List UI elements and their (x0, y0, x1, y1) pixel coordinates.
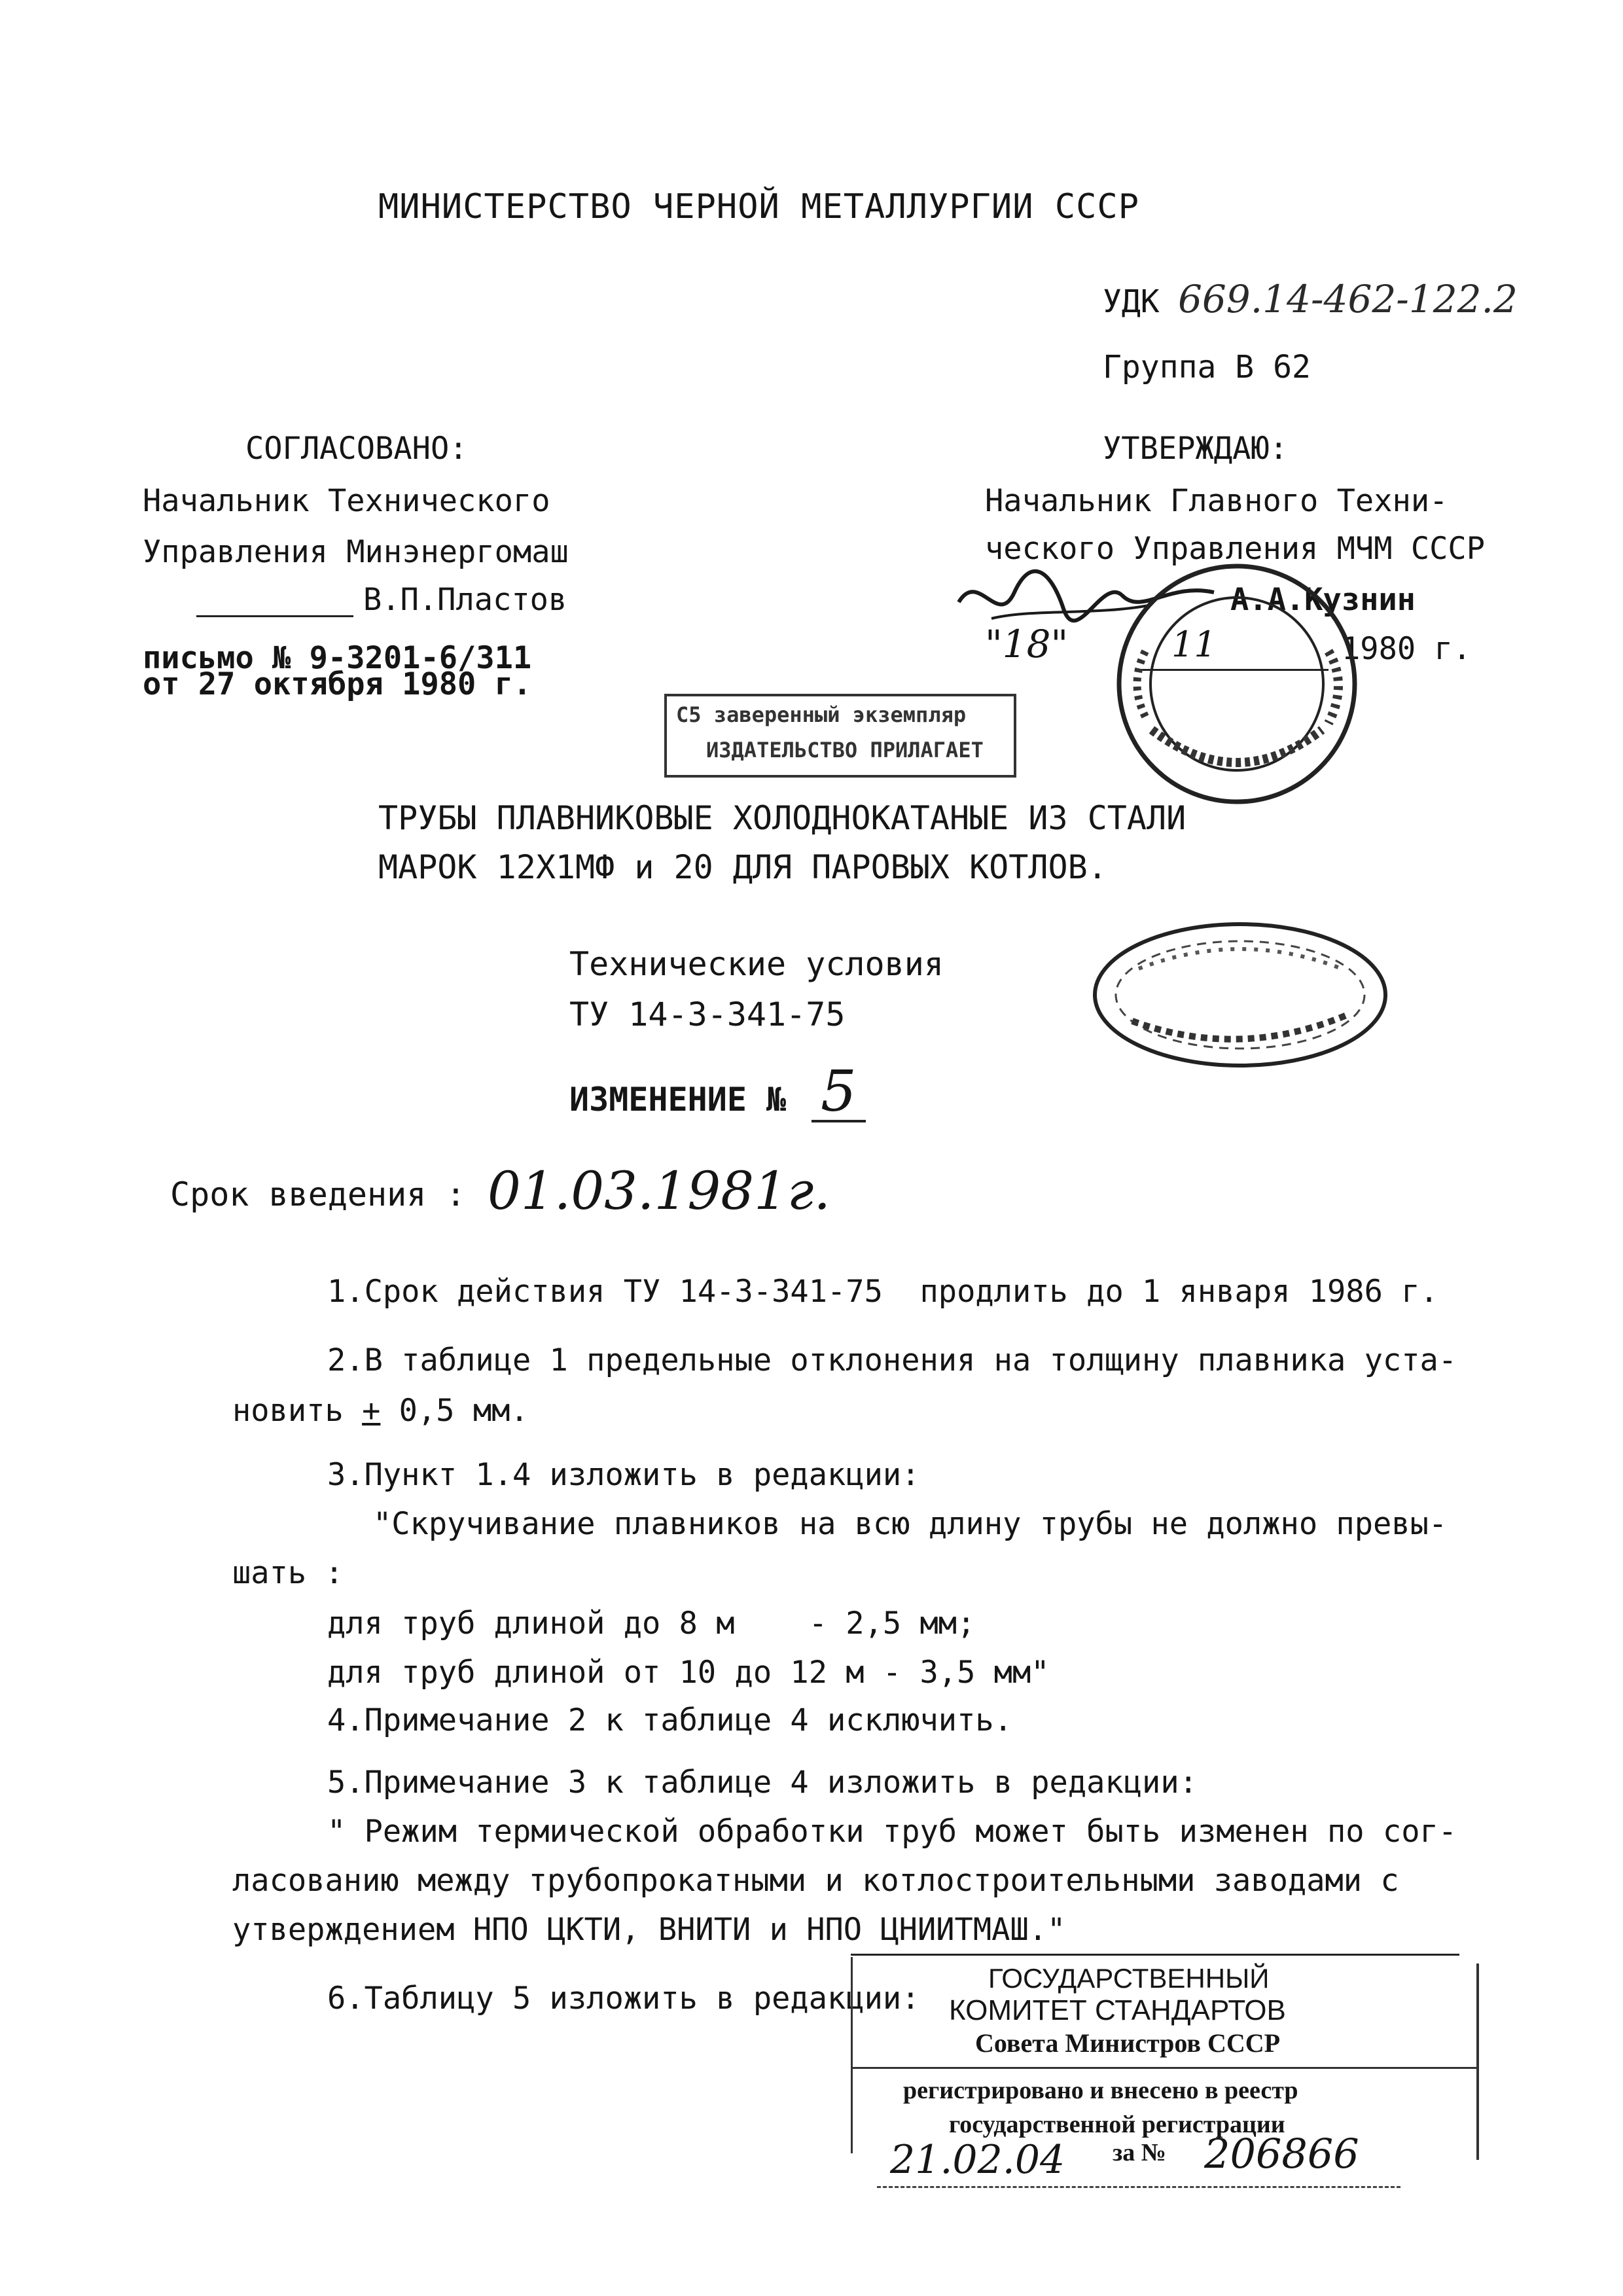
change-label: ИЗМЕНЕНИЕ № (569, 1081, 787, 1119)
copy-stamp-line2: ИЗДАТЕЛЬСТВО ПРИЛАГАЕТ (706, 738, 984, 762)
item-5: 5.Примечание 3 к таблице 4 изложить в редакции: (327, 1765, 1198, 1801)
agreed-signature-line (196, 615, 353, 617)
spec-title: Технические условия (569, 945, 944, 983)
document-title-line1: ТРУБЫ ПЛАВНИКОВЫЕ ХОЛОДНОКАТАНЫЕ ИЗ СТАЛИ (378, 799, 1186, 837)
item-2-line1: 2.В таблице 1 предельные отклонения на толщину плавника уста- (327, 1342, 1457, 1378)
group-code: Группа В 62 (1103, 349, 1311, 386)
approved-date-month: 11 (1171, 624, 1217, 665)
item-5-quote-line3: утверждением НПО ЦКТИ, ВНИТИ и НПО ЦНИИТМАШ." (232, 1912, 1066, 1948)
registration-stamp (851, 1957, 1479, 2193)
copy-stamp (664, 694, 1016, 778)
stamp-left-border (851, 1957, 853, 2153)
item-5-rule (851, 1954, 1459, 1956)
agreed-position-line1: Начальник Технического (143, 483, 550, 519)
stamp-register-line2: государственной регистрации (949, 2111, 1285, 2138)
item-4: 4.Примечание 2 к таблице 4 исключить. (327, 1702, 1012, 1738)
item-3-quote-line2: шать : (232, 1555, 344, 1591)
stamp-divider (851, 2067, 1479, 2069)
udk-value: 669.14-462-122.2 (1178, 277, 1518, 321)
stamp-committee-line1: ГОСУДАРСТВЕННЫЙ (988, 1963, 1270, 1994)
item-2-text-pre: новить (232, 1393, 363, 1429)
stamp-register-date: 21.02.04 (890, 2137, 1065, 2183)
stamp-right-border (1476, 1964, 1479, 2160)
change-number: 5 (812, 1064, 866, 1122)
item-1: 1.Срок действия ТУ 14-3-341-75 продлить до 1 января 1986 г. (327, 1274, 1438, 1310)
stamp-register-line1: регистрировано и внесено в реестр (903, 2077, 1298, 2104)
approved-date-year: 1980 г. (1342, 631, 1472, 667)
item-3: 3.Пункт 1.4 изложить в редакции: (327, 1457, 920, 1493)
item-3-quote-line4: для труб длиной от 10 до 12 м - 3,5 мм" (327, 1655, 1050, 1691)
stamp-register-number: 206866 (1204, 2130, 1359, 2178)
plus-minus-sign: + (362, 1393, 381, 1429)
stamp-number-underline (877, 2186, 1400, 2188)
round-seal (1113, 560, 1361, 808)
stamp-committee-line3: Совета Министров СССР (975, 2028, 1281, 2058)
item-2-line2 (232, 1393, 529, 1429)
item-3-quote-line1: "Скручивание плавников на всю длину трубы не должно превы- (373, 1506, 1448, 1542)
agreed-heading: СОГЛАСОВАНО: (245, 431, 468, 467)
approved-signer-name: А.А.Кузнин (1230, 582, 1416, 618)
stamp-committee-line2: КОМИТЕТ СТАНДАРТОВ (949, 1994, 1286, 2026)
approved-heading: УТВЕРЖДАЮ: (1103, 431, 1288, 467)
approved-date-day: "18" (985, 622, 1069, 666)
item-5-quote-line2: ласованию между трубопрокатными и котлостроительными заводами с (232, 1863, 1399, 1899)
ministry-header: МИНИСТЕРСТВО ЧЕРНОЙ МЕТАЛЛУРГИИ СССР (378, 187, 1140, 226)
item-5-quote-line1: " Режим термической обработки труб может быть изменен по сог- (327, 1814, 1457, 1850)
approved-position-line2: ческого Управления МЧМ СССР (985, 531, 1486, 567)
copy-stamp-line1: С5 заверенный экземпляр (676, 702, 967, 727)
spec-code: ТУ 14-3-341-75 (569, 996, 846, 1033)
approved-position-line1: Начальник Главного Техни- (985, 483, 1448, 519)
udk-label: УДК (1103, 283, 1160, 320)
effective-date: 01.03.1981г. (488, 1160, 830, 1221)
item-2-text-post: 0,5 мм. (380, 1393, 529, 1429)
agreed-position-line2: Управления Минэнергомаш (143, 534, 569, 570)
document-title-line2: МАРОК 12Х1МФ и 20 ДЛЯ ПАРОВЫХ КОТЛОВ. (378, 848, 1107, 886)
oval-stamp (1086, 916, 1394, 1073)
item-3-quote-line3: для труб длиной до 8 м - 2,5 мм; (327, 1605, 976, 1641)
agreed-letter-date: от 27 октября 1980 г. (143, 666, 532, 702)
agreed-signer-name: В.П.Пластов (363, 582, 567, 618)
stamp-register-no-label: за № (1113, 2139, 1166, 2166)
effective-label: Срок введения : (170, 1175, 466, 1213)
agreed-letter-ref: письмо № 9-3201-6/311 (143, 640, 532, 676)
item-6: 6.Таблицу 5 изложить в редакции: (327, 1981, 920, 2017)
